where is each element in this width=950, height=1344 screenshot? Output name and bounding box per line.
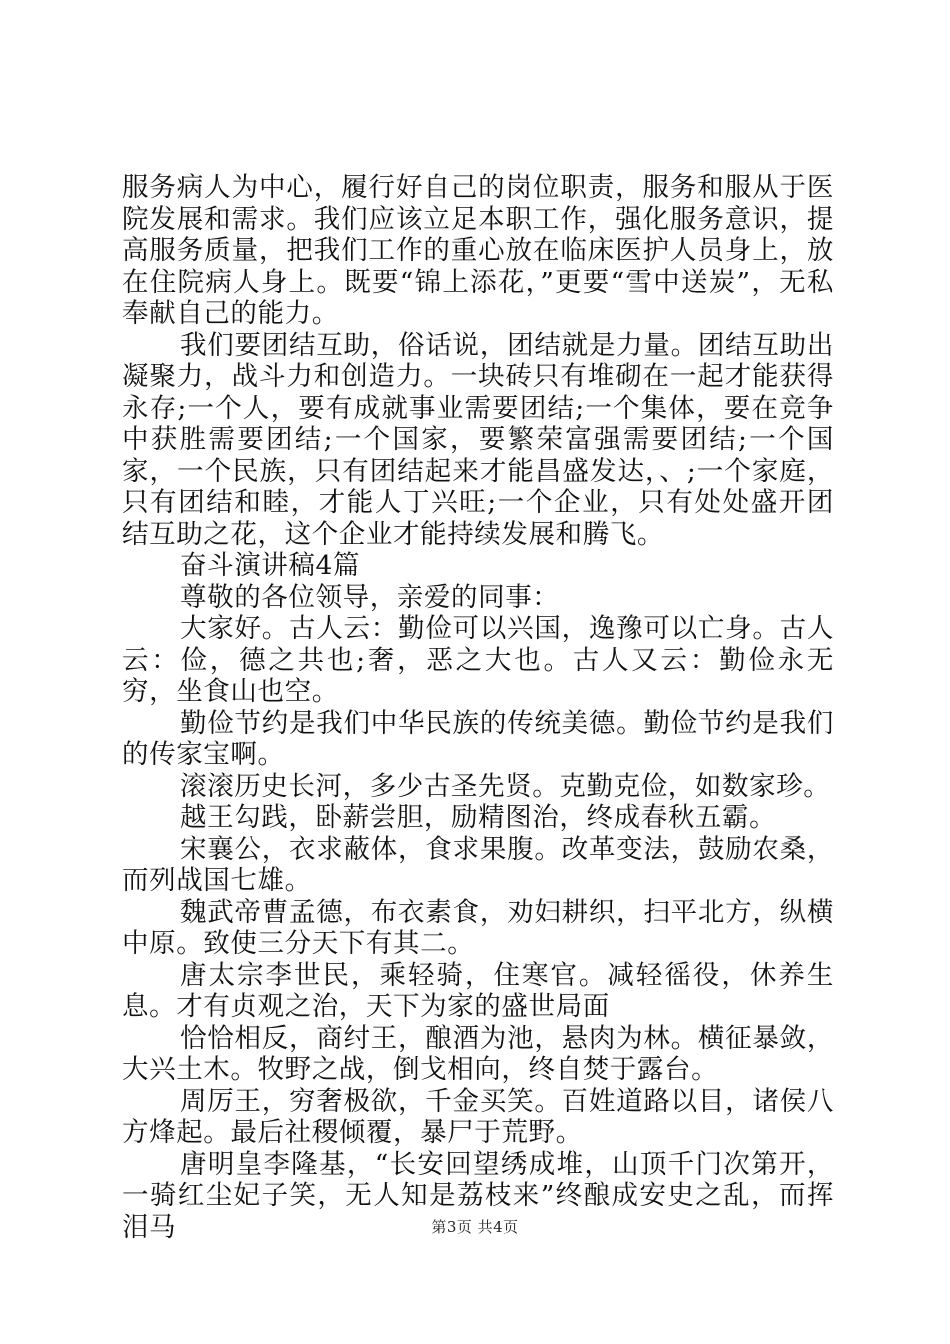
paragraph-5: 大家好。古人云：勤俭可以兴国，逸豫可以亡身。古人云：俭，德之共也;奢，恶之大也。古人又云：勤俭永无穷，坐食山也空。 (122, 613, 834, 707)
paragraph-12: 恰恰相反，商纣王，酿酒为池，悬肉为林。横征暴敛，大兴土木。牧野之战，倒戈相向，终自焚于露台。 (122, 1022, 834, 1085)
salutation: 尊敬的各位领导，亲爱的同事： (180, 581, 560, 613)
page-footer: 第3页 共4页 (431, 1218, 519, 1236)
paragraph-10: 魏武帝曹孟德，布衣素食，劝妇耕织，扫平北方，纵横中原。致使三分天下有其二。 (122, 896, 834, 959)
section-heading: 奋斗演讲稿4篇 (180, 550, 361, 581)
paragraph-6: 勤俭节约是我们中华民族的传统美德。勤俭节约是我们的传家宝啊。 (122, 707, 834, 770)
paragraph-2: 我们要团结互助，俗话说，团结就是力量。团结互助出凝聚力，战斗力和创造力。一块砖只有堆砌在一起才能获得永存;一个人，要有成就事业需要团结;一个集体，要在竞争中获胜需要团结;一个国家，要繁荣富强需要团结;一个国家，一个民族，只有团结起来才能昌盛发达，、;一个家庭，只有团结和睦，才能人丁兴旺;一个企业，只有处处盛开团结互助之花，这个企业才能持续发展和腾飞。 (122, 329, 834, 550)
paragraph-8: 越王勾践，卧薪尝胆，励精图治，终成春秋五霸。 (180, 802, 777, 833)
paragraph-14: 唐明皇李隆基，“长安回望绣成堆，山顶千门次第开，一骑红尘妃子笑，无人知是荔枝来”终酿成安史之乱，而挥泪马 (122, 1148, 834, 1243)
paragraph-9: 宋襄公，衣求蔽体，食求果腹。改革变法，鼓励农桑，而列战国七雄。 (122, 833, 834, 896)
paragraph-1: 服务病人为中心，履行好自己的岗位职责，服务和服从于医院发展和需求。我们应该立足本职工作，强化服务意识，提高服务质量，把我们工作的重心放在临床医护人员身上，放在住院病人身上。既要“锦上添花，”更要“雪中送炭”，无私奉献自己的能力。 (122, 172, 834, 329)
paragraph-13: 周厉王，穷奢极欲，千金买笑。百姓道路以目，诸侯八方烽起。最后社稷倾覆，暴尸于荒野。 (122, 1085, 834, 1148)
paragraph-7: 滚滚历史长河，多少古圣先贤。克勤克俭，如数家珍。 (180, 770, 831, 802)
document-body (122, 172, 834, 1243)
paragraph-11: 唐太宗李世民，乘轻骑，住寒官。减轻徭役，休养生息。才有贞观之治，天下为家的盛世局面 (122, 959, 834, 1022)
